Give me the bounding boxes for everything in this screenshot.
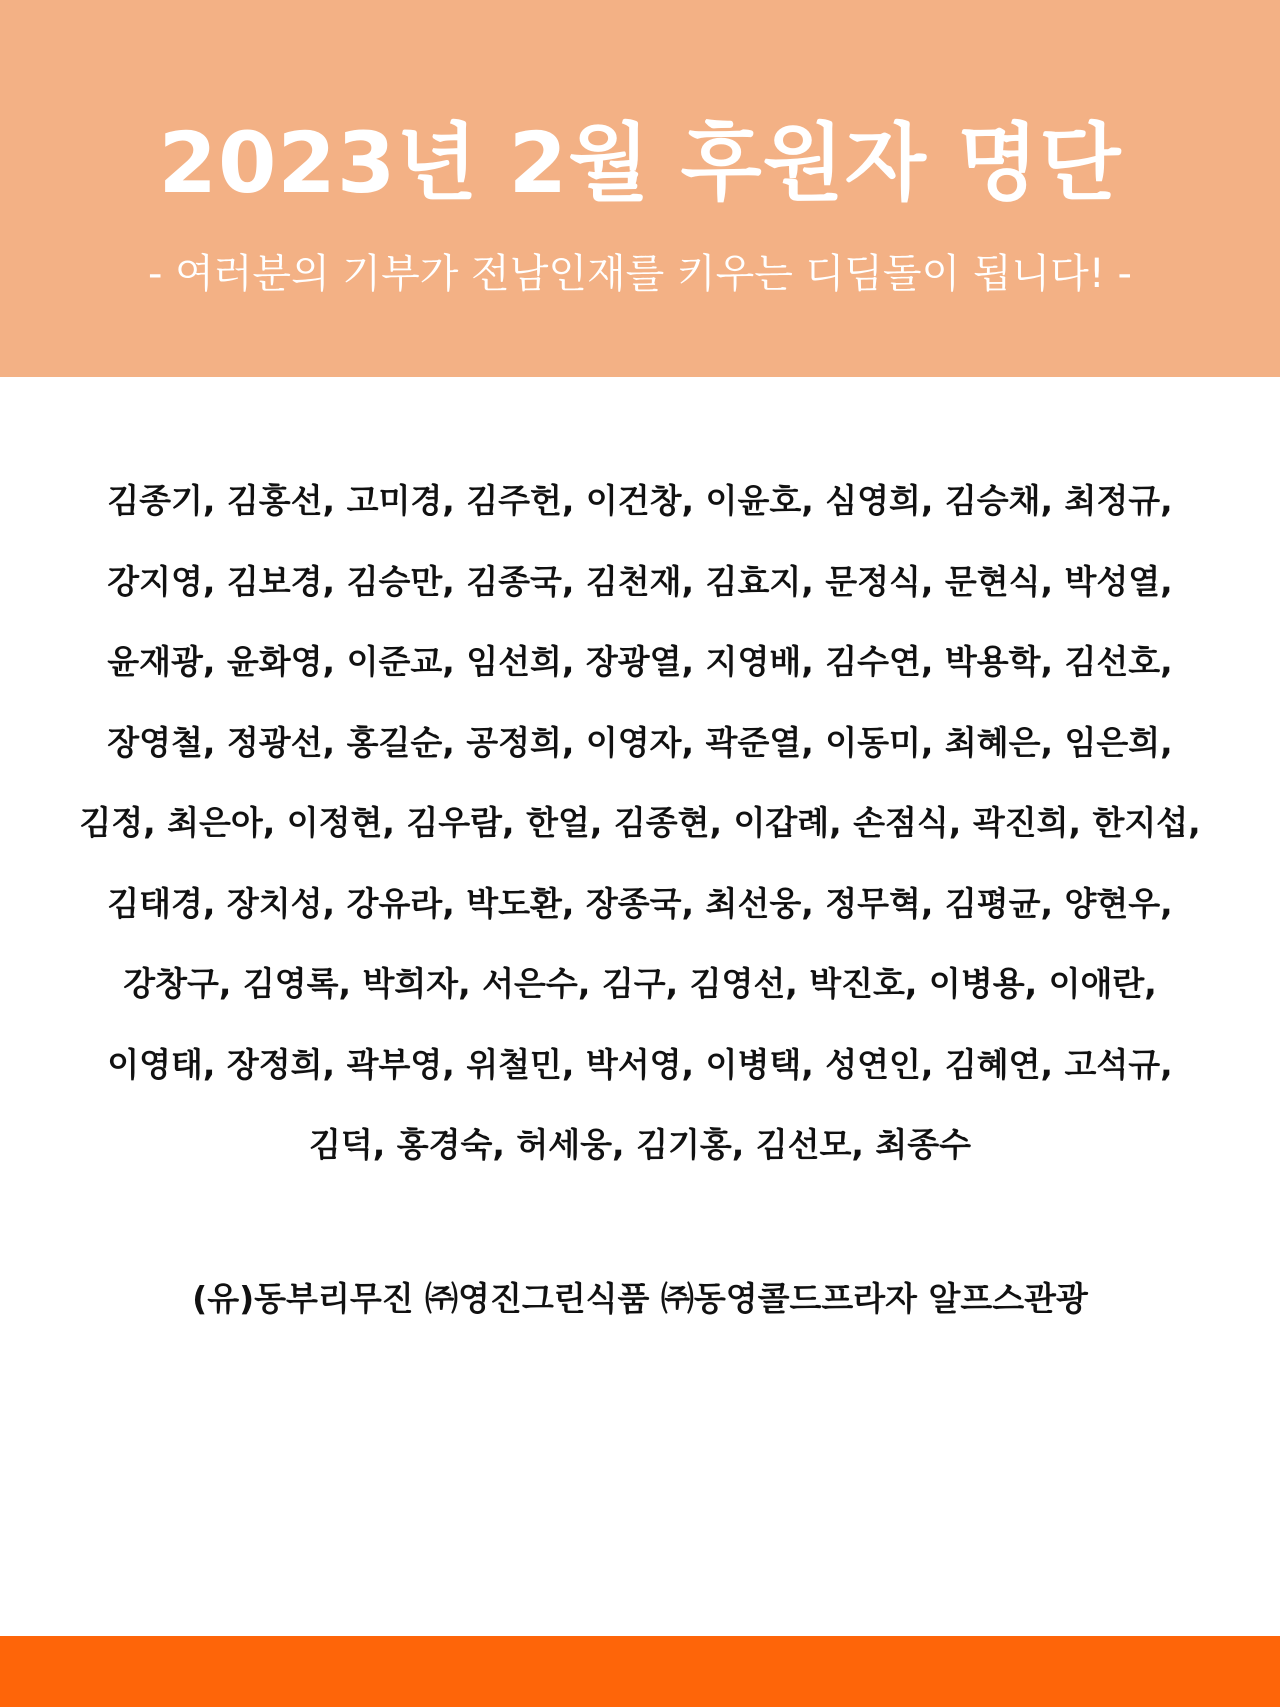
corporate-sponsors: (유)동부리무진 ㈜영진그린식품 ㈜동영콜드프라자 알프스관광	[192, 1279, 1088, 1318]
donor-line-9: 김덕, 홍경숙, 허세웅, 김기홍, 김선모, 최종수	[308, 1125, 972, 1164]
donor-line-7: 강창구, 김영록, 박희자, 서은수, 김구, 김영선, 박진호, 이병용, 이애란,	[123, 964, 1157, 1003]
page-title: 2023년 2월 후원자 명단	[158, 114, 1122, 212]
donor-line-6: 김태경, 장치성, 강유라, 박도환, 장종국, 최선웅, 정무혁, 김평균, 양현우,	[107, 883, 1173, 923]
donor-line-2: 강지영, 김보경, 김승만, 김종국, 김천재, 김효지, 문정식, 문현식, 박성열,	[107, 561, 1173, 601]
donor-line-5: 김정, 최은아, 이정현, 김우람, 한얼, 김종현, 이갑례, 손점식, 곽진희, 한지섭,	[79, 803, 1201, 842]
donor-line-4: 장영철, 정광선, 홍길순, 공정희, 이영자, 곽준열, 이동미, 최혜은, 임은희,	[107, 722, 1173, 762]
donor-line-1: 김종기, 김홍선, 고미경, 김주헌, 이건창, 이윤호, 심영희, 김승채, 최정규,	[107, 481, 1173, 520]
footer-bar	[0, 1636, 1280, 1707]
donor-line-3: 윤재광, 윤화영, 이준교, 임선희, 장광열, 지영배, 김수연, 박용학, 김선호,	[107, 642, 1173, 681]
donor-list	[0, 466, 1280, 1191]
donor-line-8: 이영태, 장정희, 곽부영, 위철민, 박서영, 이병택, 성연인, 김혜연, 고석규,	[107, 1044, 1173, 1084]
header-banner	[0, 0, 1280, 377]
page-subtitle: - 여러분의 기부가 전남인재를 키우는 디딤돌이 됩니다! -	[148, 251, 1132, 297]
